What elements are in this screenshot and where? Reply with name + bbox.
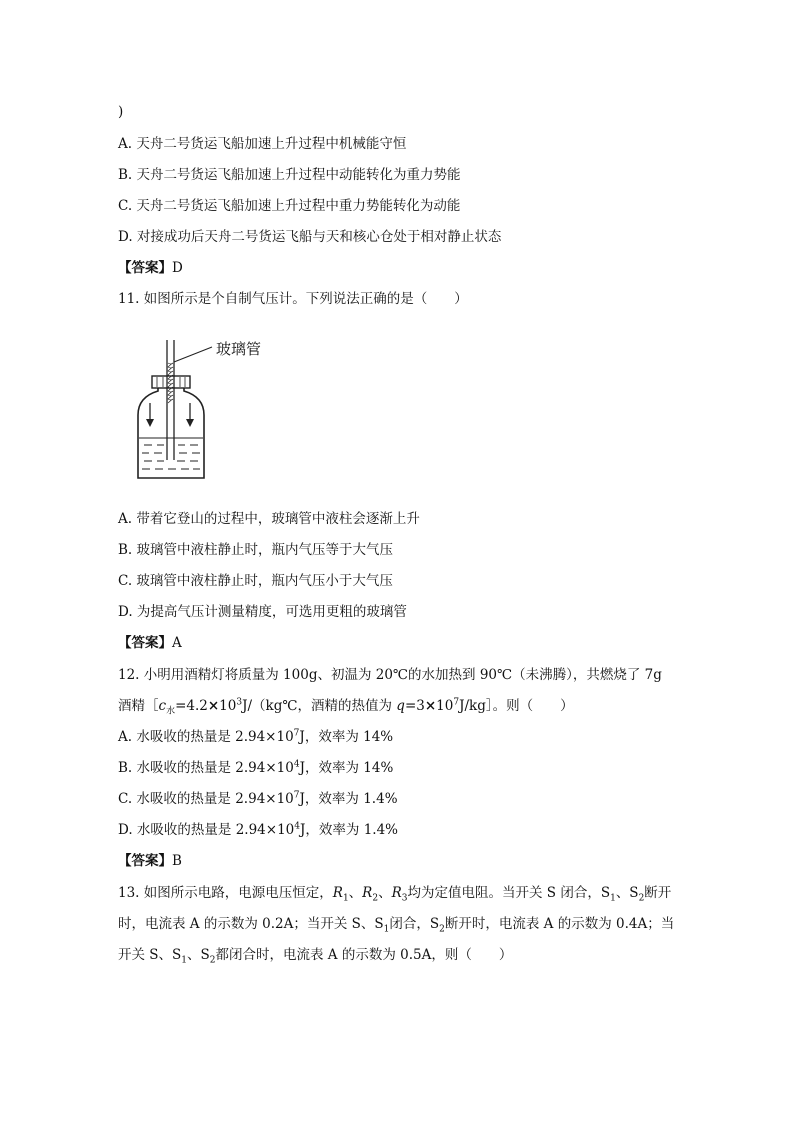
q13-stem-line3: 开关 S、$S_1$、$S_2$都闭合时，电流表 A 的示数为 0.5A，则（ ） bbox=[118, 947, 513, 966]
q12-option-d: D. 水吸收的热量是 $2.94\times 10^4J$，效率为 1.4% bbox=[118, 821, 399, 838]
q13-stem-line1: 13. 如图所示电路，电源电压恒定，$R_1$、$R_2$、$R_3$均为定值电阻。当开关 S 闭合，$S_1$、$S_2$断开 bbox=[118, 885, 672, 904]
barometer-figure bbox=[130, 335, 290, 485]
q12-answer bbox=[118, 852, 182, 870]
q11-option-b: B. 玻璃管中液柱静止时，瓶内气压等于大气压 bbox=[118, 542, 394, 558]
figure-label-glass-tube: 玻璃管 bbox=[216, 340, 262, 358]
q12-stem-line1: 12. 小明用酒精灯将质量为 100g、初温为 20℃的水加热到 90℃（未沸腾），共燃烧了 7g bbox=[118, 667, 662, 683]
q11-option-a: A. 带着它登山的过程中，玻璃管中液柱会逐渐上升 bbox=[118, 511, 420, 527]
q12-option-c: C. 水吸收的热量是 $2.94\times 10^7J$，效率为 1.4% bbox=[118, 790, 398, 807]
q11-option-d: D. 为提高气压计测量精度，可选用更粗的玻璃管 bbox=[118, 604, 407, 620]
q12-option-b: B. 水吸收的热量是 $2.94\times 10^4J$，效率为 14% bbox=[118, 759, 394, 776]
q10-option-c: C. 天舟二号货运飞船加速上升过程中重力势能转化为动能 bbox=[118, 198, 461, 214]
q12-stem-line2: 酒精$[c_水=4.2\times 10^3J/(kg℃$，酒精的热值为 $q=3\times 10^7J/kg]$。则（ ） bbox=[118, 697, 574, 717]
answer-value: A bbox=[172, 635, 182, 651]
q10-option-b: B. 天舟二号货运飞船加速上升过程中动能转化为重力势能 bbox=[118, 167, 461, 183]
q11-option-c: C. 玻璃管中液柱静止时，瓶内气压小于大气压 bbox=[118, 573, 393, 589]
q11-answer bbox=[118, 634, 182, 652]
answer-label: 【答案】 bbox=[118, 260, 172, 276]
q10-answer bbox=[118, 259, 183, 277]
q10-option-a: A. 天舟二号货运飞船加速上升过程中机械能守恒 bbox=[118, 136, 407, 152]
answer-label: 【答案】 bbox=[118, 853, 172, 869]
answer-value: D bbox=[172, 260, 183, 276]
q13-stem-line2: 时，电流表 A 的示数为 0.2A；当开关 S、$S_1$闭合，$S_2$断开时，电流表 A 的示数为 0.4A；当 bbox=[118, 916, 675, 935]
answer-label: 【答案】 bbox=[118, 635, 172, 651]
q10-option-d: D. 对接成功后天舟二号货运飞船与天和核心仓处于相对静止状态 bbox=[118, 229, 502, 245]
q12-option-a: A. 水吸收的热量是 $2.94\times 10^7J$，效率为 14% bbox=[118, 728, 394, 745]
answer-value: B bbox=[172, 853, 182, 869]
q11-stem: 11. 如图所示是个自制气压计。下列说法正确的是（ ） bbox=[118, 291, 468, 307]
q10-stem-continuation: ) bbox=[118, 104, 124, 120]
